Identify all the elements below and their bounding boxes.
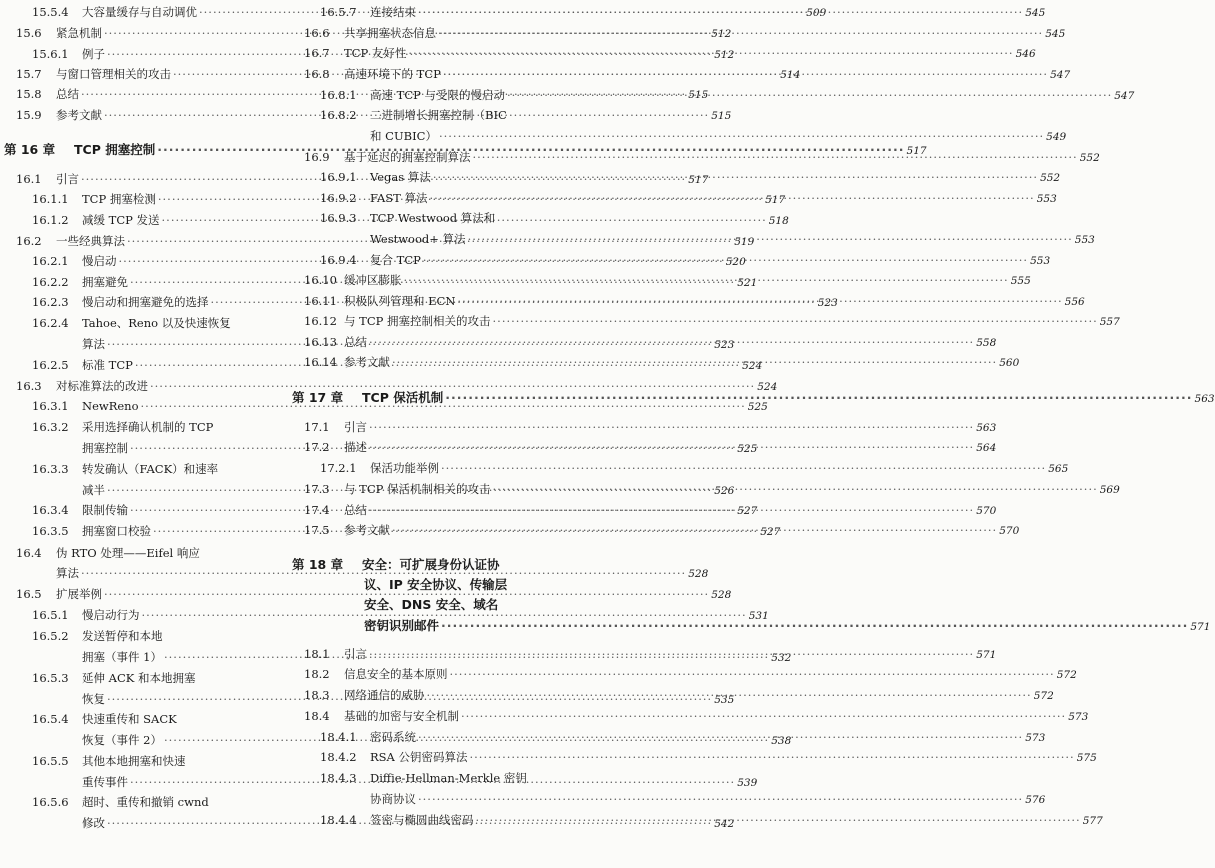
toc-entry[interactable]	[4, 418, 274, 436]
toc-entry-page: 517	[906, 145, 927, 157]
toc-entry-title: 基础的加密与安全机制	[344, 709, 459, 723]
toc-entry-title: 信息安全的基本原则	[344, 667, 448, 681]
toc-entry-number: 17.2.1	[320, 461, 357, 475]
toc-entry-page: 564	[976, 442, 997, 454]
toc-entry-page: 553	[1030, 255, 1051, 267]
toc-entry-title: 标准 TCP	[82, 358, 133, 372]
toc-entry-title: 重传事件	[82, 775, 128, 789]
toc-entry-number: 16.2.3	[32, 295, 69, 309]
toc-entry-page: 553	[1036, 193, 1057, 205]
toc-entry-page: 528	[688, 568, 709, 580]
toc-entry-title: 大容量缓存与自动调优	[82, 5, 197, 19]
toc-entry-title: 修改	[82, 816, 105, 830]
dot-leader	[470, 748, 1075, 766]
toc-entry-title: NewReno	[82, 399, 139, 413]
toc-entry-number: 15.9	[16, 108, 42, 122]
toc-entry-number: 16.9.1	[320, 170, 357, 184]
toc-entry-page: 524	[742, 360, 763, 372]
toc-entry-number: 16.2.5	[32, 358, 69, 372]
toc-entry-page: 573	[1068, 711, 1089, 723]
toc-entry-title: 慢启动行为	[82, 608, 140, 622]
toc-entry-title: 拥塞控制	[82, 441, 128, 455]
dot-leader	[369, 645, 974, 663]
toc-entry-number: 第 16 章	[4, 142, 56, 157]
dot-leader	[369, 333, 974, 351]
toc-entry-page: 571	[1190, 621, 1211, 633]
toc-entry-title: 采用选择确认机制的 TCP	[82, 420, 214, 434]
toc-entry-number: 18.2	[304, 667, 330, 681]
toc-entry-number: 16.1.1	[32, 192, 69, 206]
toc-entry-number: 15.7	[16, 67, 42, 81]
toc-entry[interactable]	[292, 707, 1089, 725]
toc-entry-title: 协商协议	[370, 792, 416, 806]
toc-entry-number: 16.13	[304, 335, 337, 349]
chapter-heading[interactable]	[292, 556, 562, 574]
toc-entry-page: 515	[688, 89, 709, 101]
toc-entry-title: FAST 算法	[370, 191, 428, 205]
toc-entry-page: 573	[1025, 732, 1046, 744]
toc-entry-number: 15.6.1	[32, 47, 69, 61]
toc-entry-number: 18.4.4	[320, 813, 357, 827]
toc-entry-number: 16.5.7	[320, 5, 357, 19]
toc-entry-number: 16.5.1	[32, 608, 69, 622]
toc-entry-title: 伪 RTO 处理——Eifel 响应	[56, 546, 200, 560]
dot-leader	[441, 617, 1188, 635]
toc-entry-title: 二进制增长拥塞控制（BIC	[370, 108, 507, 122]
toc-entry-page: 542	[714, 818, 735, 830]
toc-entry-page: 517	[765, 194, 786, 206]
dot-leader	[392, 521, 997, 539]
toc-entry-number: 18.4.2	[320, 750, 357, 764]
toc-entry-title: 发送暂停和本地	[82, 629, 163, 643]
dot-leader	[439, 127, 1044, 145]
dot-leader	[468, 230, 1073, 248]
toc-entry-title: 高速环境下的 TCP	[344, 67, 441, 81]
dot-leader	[476, 811, 1081, 829]
toc-entry-number: 18.4.1	[320, 730, 357, 744]
toc-entry-title: 与 TCP 拥塞控制相关的攻击	[344, 314, 491, 328]
toc-entry-number: 16.3.2	[32, 420, 69, 434]
toc-entry-page: 512	[711, 28, 732, 40]
toc-entry-page: 560	[999, 357, 1020, 369]
dot-leader	[493, 480, 1098, 498]
dot-leader	[408, 44, 1013, 62]
toc-entry-page: 565	[1048, 463, 1069, 475]
toc-entry-title: 总结	[344, 503, 367, 517]
toc-entry-title: 引言	[56, 172, 79, 186]
toc-entry-title: 恢复	[82, 692, 105, 706]
toc-entry[interactable]	[292, 576, 562, 594]
toc-entry-title: 慢启动和拥塞避免的选择	[82, 295, 209, 309]
toc-entry-number: 15.8	[16, 87, 42, 101]
toc-entry[interactable]	[292, 617, 1211, 635]
toc-entry-title: 缓冲区膨胀	[344, 273, 402, 287]
toc-entry-page: 523	[817, 297, 838, 309]
toc-entry-page: 552	[1079, 152, 1100, 164]
toc-entry-page: 527	[760, 526, 781, 538]
toc-entry-page: 526	[714, 485, 735, 497]
toc-entry-title: 网络通信的威胁	[344, 688, 425, 702]
toc-entry-page: 555	[1010, 275, 1031, 287]
toc-entry[interactable]	[4, 544, 274, 562]
toc-entry-page: 552	[1040, 172, 1061, 184]
toc-entry-number: 16.9.4	[320, 253, 357, 267]
toc-entry-number: 16.2.2	[32, 275, 69, 289]
dot-leader	[404, 271, 1009, 289]
toc-entry-number: 16.8.1	[320, 88, 357, 102]
dot-leader	[369, 438, 974, 456]
toc-entry-page: 515	[711, 110, 732, 122]
dot-leader	[418, 790, 1023, 808]
toc-entry-title: 对标准算法的改进	[56, 379, 148, 393]
toc-entry-number: 16.2	[16, 234, 42, 248]
dot-leader	[369, 418, 974, 436]
toc-entry-number: 16.1.2	[32, 213, 69, 227]
toc-entry-title: 扩展举例	[56, 587, 102, 601]
toc-entry-page: 539	[737, 777, 758, 789]
toc-entry-page: 546	[1015, 48, 1036, 60]
toc-entry-number: 16.8.2	[320, 108, 357, 122]
toc-entry-page: 549	[1046, 131, 1067, 143]
toc-entry[interactable]	[4, 752, 274, 770]
toc-entry-title: 密钥识别邮件	[364, 618, 440, 633]
dot-leader	[418, 3, 1023, 21]
toc-entry-number: 16.7	[304, 46, 330, 60]
toc-entry-page: 570	[976, 505, 997, 517]
toc-entry-page: 547	[1114, 90, 1135, 102]
toc-entry-title: 连接结束	[370, 5, 416, 19]
toc-entry-title: TCP Westwood 算法和	[370, 211, 496, 225]
toc-entry-title: 其他本地拥塞和快速	[82, 754, 186, 768]
dot-leader	[473, 148, 1078, 166]
toc-entry-page: 557	[1099, 316, 1120, 328]
toc-entry-title: 延伸 ACK 和本地拥塞	[82, 671, 196, 685]
toc-entry[interactable]	[292, 459, 1069, 477]
toc-entry-title: 安全：可扩展身份认证协	[362, 557, 500, 572]
toc-entry-number: 17.1	[304, 420, 330, 434]
toc-entry[interactable]	[4, 314, 274, 332]
toc-entry-number: 16.4	[16, 546, 42, 560]
toc-entry-title: 密码系统	[370, 730, 416, 744]
toc-entry-number: 16.9	[304, 150, 330, 164]
toc-entry[interactable]	[4, 460, 274, 478]
toc-entry-title: TCP 拥塞检测	[82, 192, 156, 206]
toc-entry-page: 531	[748, 610, 769, 622]
toc-entry-page: 520	[725, 256, 746, 268]
toc-entry-page: 519	[734, 236, 755, 248]
toc-entry-page: 518	[768, 215, 789, 227]
toc-entry-number: 16.8	[304, 67, 330, 81]
toc-entry-number: 18.1	[304, 647, 330, 661]
toc-entry-page: 563	[976, 422, 997, 434]
toc-entry-title: 算法	[82, 337, 105, 351]
toc-entry-number: 16.12	[304, 314, 337, 328]
toc-entry-page: 569	[1099, 484, 1120, 496]
toc-entry-title: 与窗口管理相关的攻击	[56, 67, 171, 81]
toc-entry-title: 快速重传和 SACK	[82, 712, 177, 726]
dot-leader	[392, 353, 997, 371]
toc-entry-number: 17.4	[304, 503, 330, 517]
dot-leader	[450, 665, 1055, 683]
toc-entry-page: 563	[1194, 393, 1215, 405]
toc-entry[interactable]	[4, 377, 778, 395]
toc-entry[interactable]	[292, 209, 562, 227]
toc-entry[interactable]	[292, 127, 1067, 145]
toc-entry-page: 545	[1025, 7, 1046, 19]
toc-entry-title: Westwood+ 算法	[370, 232, 466, 246]
toc-entry-number: 16.2.1	[32, 254, 69, 268]
toc-entry-page: 553	[1074, 234, 1095, 246]
toc-entry-title: 例子	[82, 47, 105, 61]
dot-leader	[443, 65, 1048, 83]
toc-entry-number: 16.2.4	[32, 316, 69, 330]
toc-entry-title: Vegas 算法	[370, 170, 431, 184]
toc-entry[interactable]	[4, 585, 732, 603]
toc-entry[interactable]	[4, 710, 274, 728]
toc-entry-title: 共享拥塞状态信息	[344, 26, 436, 40]
toc-entry-number: 16.5.5	[32, 754, 69, 768]
toc-entry-page: 572	[1056, 669, 1077, 681]
toc-entry-title: 恢复（事件 2）	[82, 733, 162, 747]
dot-leader	[430, 189, 1035, 207]
toc-entry-number: 16.14	[304, 355, 337, 369]
toc-entry-title: TCP 拥塞控制	[74, 142, 156, 157]
toc-entry-number: 16.11	[304, 294, 337, 308]
toc-entry[interactable]	[4, 627, 274, 645]
toc-entry-number: 16.5	[16, 587, 42, 601]
toc-entry-number: 18.4.3	[320, 771, 357, 785]
toc-entry-number: 17.2	[304, 440, 330, 454]
toc-entry-page: 547	[1050, 69, 1071, 81]
toc-entry-page: 514	[780, 69, 801, 81]
toc-entry-number: 16.3.3	[32, 462, 69, 476]
dot-leader	[427, 686, 1032, 704]
toc-entry-page: 509	[806, 7, 827, 19]
toc-entry-title: 总结	[344, 335, 367, 349]
toc-entry-title: 保活功能举例	[370, 461, 439, 475]
dot-leader	[507, 86, 1112, 104]
toc-entry-title: 限制传输	[82, 503, 128, 517]
toc-entry-number: 17.5	[304, 523, 330, 537]
toc-entry-title: 参考文献	[344, 523, 390, 537]
toc-entry-title: 紧急机制	[56, 26, 102, 40]
toc-entry-number: 17.3	[304, 482, 330, 496]
dot-leader	[493, 312, 1098, 330]
toc-entry-title: Tahoe、Reno 以及快速恢复	[82, 316, 231, 330]
toc-entry[interactable]	[292, 418, 997, 436]
toc-entry-title: 拥塞窗口校验	[82, 524, 151, 538]
toc-entry-title: 议、IP 安全协议、传输层	[364, 577, 508, 592]
toc-entry-title: 慢启动	[82, 254, 117, 268]
toc-entry-page: 525	[747, 401, 768, 413]
toc-entry-page: 535	[714, 694, 735, 706]
toc-entry-page: 556	[1064, 296, 1085, 308]
toc-entry-title: 引言	[344, 420, 367, 434]
toc-entry-title: 参考文献	[56, 108, 102, 122]
toc-entry-page: 524	[757, 381, 778, 393]
toc-entry[interactable]	[4, 669, 274, 687]
toc-entry-number: 第 18 章	[292, 557, 344, 572]
toc-entry-number: 16.5.4	[32, 712, 69, 726]
toc-entry-title: 签密与椭圆曲线密码	[370, 813, 474, 827]
toc-entry-title: 与 TCP 保活机制相关的攻击	[344, 482, 491, 496]
toc-entry-page: 528	[711, 589, 732, 601]
toc-entry-title: 安全、DNS 安全、域名	[364, 597, 499, 612]
toc-entry-page: 558	[976, 337, 997, 349]
toc-entry-title: 一些经典算法	[56, 234, 125, 248]
toc-entry-number: 15.5.4	[32, 5, 69, 19]
dot-leader	[423, 251, 1028, 269]
dot-leader	[441, 459, 1046, 477]
toc-entry-title: 减半	[82, 483, 105, 497]
toc-entry-page: 517	[688, 174, 709, 186]
toc-entry-page: 576	[1025, 794, 1046, 806]
toc-entry-title: 复合 TCP	[370, 253, 421, 267]
toc-entry[interactable]	[292, 769, 562, 787]
toc-entry-title: 和 CUBIC）	[370, 129, 437, 143]
toc-entry[interactable]	[292, 312, 1120, 330]
toc-entry-page: 572	[1033, 690, 1054, 702]
toc-entry-number: 16.3.4	[32, 503, 69, 517]
dot-leader	[461, 707, 1066, 725]
toc-entry-number: 16.5.3	[32, 671, 69, 685]
toc-entry-page: 545	[1045, 28, 1066, 40]
dot-leader	[445, 389, 1192, 407]
toc-entry-title: 积极队列管理和 ECN	[344, 294, 456, 308]
toc-entry-page: 575	[1076, 752, 1097, 764]
toc-entry-title: 参考文献	[344, 355, 390, 369]
toc-entry-title: 高速 TCP 与受限的慢启动	[370, 88, 506, 102]
dot-leader	[369, 501, 974, 519]
toc-entry-page: 527	[737, 505, 758, 517]
dot-leader	[418, 728, 1023, 746]
toc-entry-number: 16.9.2	[320, 191, 357, 205]
toc-entry-title: 超时、重传和撤销 cwnd	[82, 795, 209, 809]
toc-entry-number: 16.5.2	[32, 629, 69, 643]
toc-entry-page: 523	[714, 339, 735, 351]
toc-entry-title: 总结	[56, 87, 79, 101]
toc-entry-title: TCP 友好性	[344, 46, 407, 60]
toc-entry-number: 18.4	[304, 709, 330, 723]
toc-entry-number: 16.6	[304, 26, 330, 40]
toc-entry-title: 基于延迟的拥塞控制算法	[344, 150, 471, 164]
toc-entry-title: 转发确认（FACK）和速率	[82, 462, 219, 476]
toc-entry-page: 525	[737, 443, 758, 455]
toc-entry-number: 16.5.6	[32, 795, 69, 809]
toc-entry[interactable]	[292, 665, 1077, 683]
toc-entry-number: 15.6	[16, 26, 42, 40]
toc-entry-number: 16.9.3	[320, 211, 357, 225]
toc-entry[interactable]	[4, 793, 274, 811]
toc-entry[interactable]	[292, 748, 1097, 766]
toc-entry-title: 减缓 TCP 发送	[82, 213, 160, 227]
toc-entry-page: 577	[1082, 815, 1103, 827]
toc-entry[interactable]	[292, 790, 1046, 808]
toc-entry-number: 16.10	[304, 273, 337, 287]
toc-entry-page: 521	[737, 277, 758, 289]
toc-entry-page: 532	[771, 652, 792, 664]
toc-entry-number: 16.3.1	[32, 399, 69, 413]
toc-entry-title: 拥塞避免	[82, 275, 128, 289]
toc-entry-number: 18.3	[304, 688, 330, 702]
toc-entry-page: 571	[976, 649, 997, 661]
toc-entry[interactable]	[292, 596, 562, 614]
toc-entry-page: 538	[771, 735, 792, 747]
toc-entry-number: 16.3	[16, 379, 42, 393]
toc-entry-title: 算法	[56, 566, 79, 580]
dot-leader	[457, 292, 1062, 310]
toc-entry-title: Diffie-Hellman-Merkle 密钥	[370, 771, 527, 785]
toc-entry-title: 引言	[344, 647, 367, 661]
toc-entry-title: RSA 公钥密码算法	[370, 750, 468, 764]
toc-entry-title: 拥塞（事件 1）	[82, 650, 162, 664]
toc-entry[interactable]	[292, 106, 562, 124]
toc-entry[interactable]	[4, 606, 769, 624]
dot-leader	[438, 24, 1043, 42]
toc-entry-number: 16.1	[16, 172, 42, 186]
dot-leader	[433, 168, 1038, 186]
toc-entry-title: 描述	[344, 440, 367, 454]
toc-entry-page: 570	[999, 525, 1020, 537]
toc-entry-number: 第 17 章	[292, 390, 344, 405]
toc-entry-number: 16.3.5	[32, 524, 69, 538]
toc-entry-title: TCP 保活机制	[362, 390, 444, 405]
toc-entry-page: 512	[714, 49, 735, 61]
